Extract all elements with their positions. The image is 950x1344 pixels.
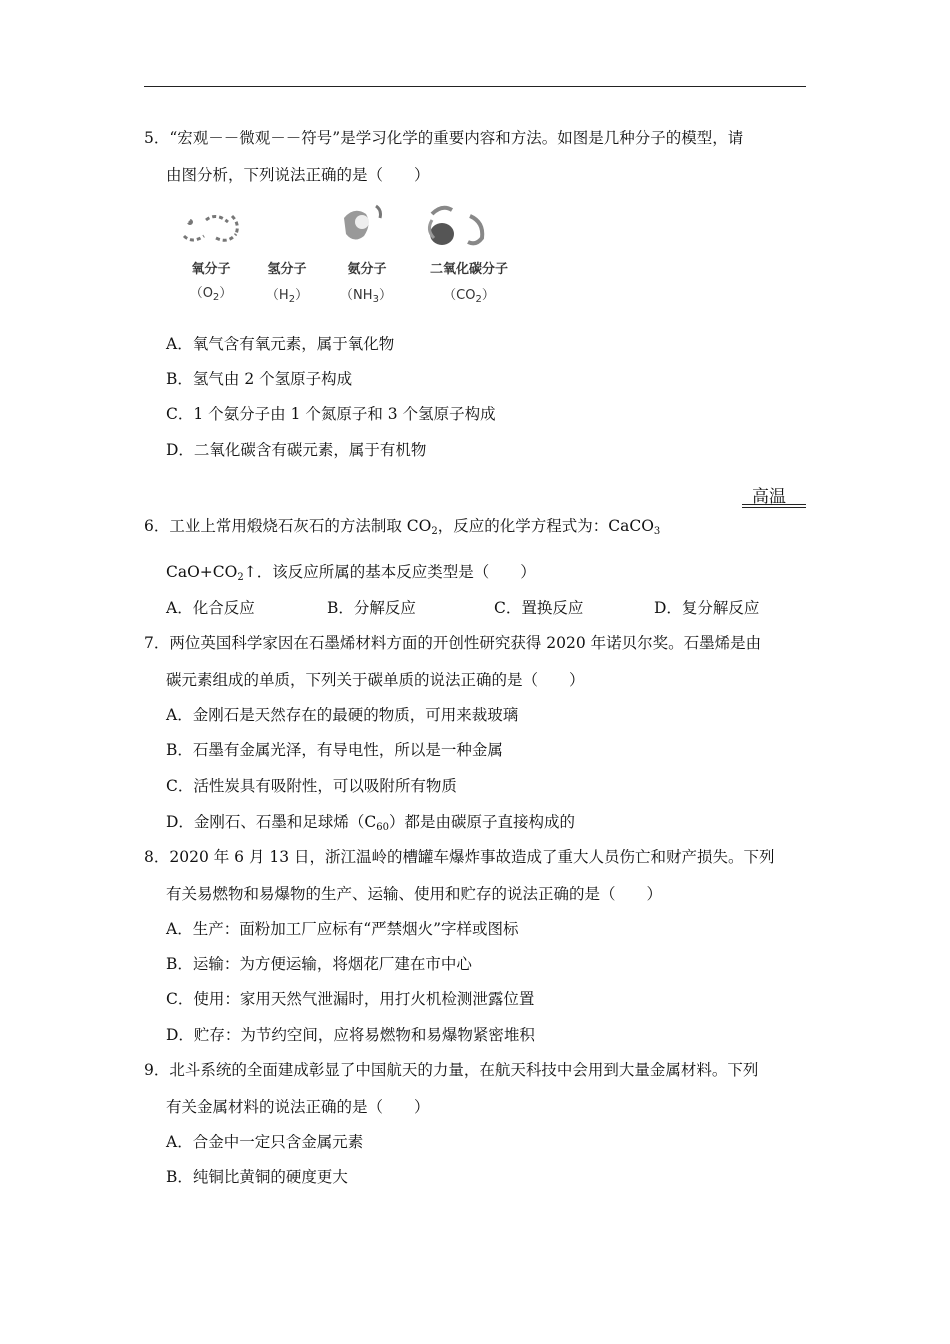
q9-option-a: A．合金中一定只含金属元素 [166, 1133, 364, 1151]
header-rule [144, 86, 806, 87]
q9-stem-line2: 有关金属材料的说法正确的是（ ） [166, 1098, 430, 1116]
molecule-label-ammonia: 氨分子 [347, 262, 387, 277]
q9-stem-line1: 9．北斗系统的全面建成彰显了中国航天的力量，在航天科技中会用到大量金属材料。下列 [144, 1061, 759, 1079]
q5-option-a: A．氧气含有氧元素，属于氧化物 [166, 335, 395, 353]
q7-option-d: D．金刚石、石墨和足球烯$(C_{60})$都是由碳原子直接构成的 [166, 813, 576, 833]
reaction-arrow-line-bottom [742, 507, 806, 508]
q6-option-a: A．化合反应 [166, 599, 255, 617]
reaction-arrow-line-top [742, 504, 806, 505]
q8-stem-line1: 8．2020 年 6 月 13 日，浙江温岭的槽罐车爆炸事故造成了重大人员伤亡和财产损失。下列 [144, 848, 775, 866]
q8-stem-line2: 有关易燃物和易爆物的生产、运输、使用和贮存的说法正确的是（ ） [166, 885, 663, 903]
q5-stem-line2: 由图分析，下列说法正确的是（ ） [166, 166, 430, 184]
oxygen-molecule-model [184, 216, 237, 240]
q6-stem-line2: $CaO+CO_2↑$．该反应所属的基本反应类型是（ ） [166, 563, 536, 583]
molecule-formula-carbon-dioxide: $(CO_2)$ [443, 288, 495, 305]
ammonia-molecule-model [344, 206, 381, 240]
q6-option-b: B．分解反应 [327, 599, 416, 617]
q6-option-c: C．置换反应 [494, 599, 584, 617]
q7-stem-line1: 7．两位英国科学家因在石墨烯材料方面的开创性研究获得 2020 年诺贝尔奖。石墨烯是由 [144, 634, 762, 652]
q5-option-c: C．1 个氨分子由 1 个氮原子和 3 个氢原子构成 [166, 405, 496, 423]
q7-stem-line2: 碳元素组成的单质，下列关于碳单质的说法正确的是（ ） [166, 671, 585, 689]
carbon-dioxide-molecule-model [429, 208, 482, 245]
q6-option-d: D．复分解反应 [654, 599, 760, 617]
q8-option-b: B．运输：为方便运输，将烟花厂建在市中心 [166, 955, 472, 973]
molecule-formula-ammonia: $(NH_3)$ [340, 288, 392, 305]
molecule-models-figure [176, 200, 516, 250]
q5-option-b: B．氢气由 2 个氢原子构成 [166, 370, 353, 388]
molecule-label-oxygen: 氧分子 [191, 262, 231, 277]
molecule-label-hydrogen: 氢分子 [267, 262, 307, 277]
reaction-condition-high-temperature: 高温 [752, 487, 786, 507]
q8-option-a: A．生产：面粉加工厂应标有“严禁烟火”字样或图标 [166, 920, 519, 938]
q9-option-b: B．纯铜比黄铜的硬度更大 [166, 1168, 348, 1186]
molecule-label-carbon-dioxide: 二氧化碳分子 [429, 262, 508, 277]
q5-option-d: D．二氧化碳含有碳元素，属于有机物 [166, 441, 427, 459]
q8-option-c: C．使用：家用天然气泄漏时，用打火机检测泄露位置 [166, 990, 535, 1008]
molecule-formula-oxygen: $(O_2)$ [189, 286, 233, 303]
q7-option-b: B．石墨有金属光泽，有导电性，所以是一种金属 [166, 741, 503, 759]
molecule-formula-hydrogen: $(H_2)$ [265, 288, 309, 305]
q5-stem-line1: 5．“宏观－－微观－－符号”是学习化学的重要内容和方法。如图是几种分子的模型，请 [144, 129, 744, 147]
q7-option-a: A．金刚石是天然存在的最硬的物质，可用来裁玻璃 [166, 706, 519, 724]
q7-option-c: C．活性炭具有吸附性，可以吸附所有物质 [166, 777, 457, 795]
q6-stem-line1: 6．工业上常用煅烧石灰石的方法制取 $CO_2$，反应的化学方程式为：CaCO$_3$ [144, 517, 661, 537]
q8-option-d: D．贮存：为节约空间，应将易燃物和易爆物紧密堆积 [166, 1026, 535, 1044]
